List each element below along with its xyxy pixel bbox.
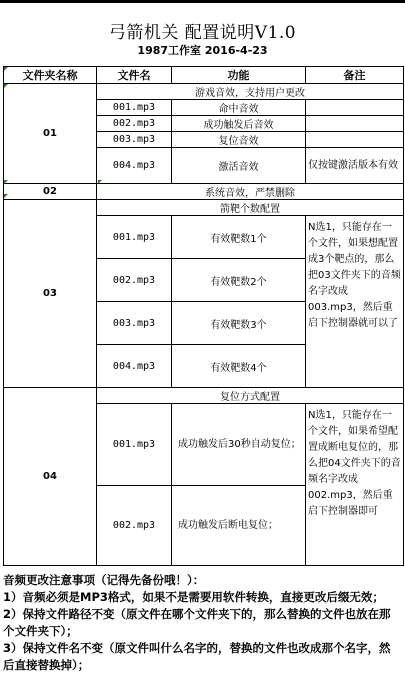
function-cell: 有效靶数1个 bbox=[172, 216, 306, 259]
file-cell: 004.mp3 bbox=[97, 148, 172, 184]
comment-marker-icon bbox=[98, 180, 102, 184]
comment-marker-icon bbox=[4, 194, 8, 198]
page-subtitle: 1987工作室 2016-4-23 bbox=[137, 44, 268, 57]
file-cell: 001.mp3 bbox=[97, 216, 172, 259]
file-cell: 003.mp3 bbox=[97, 132, 172, 148]
function-cell: 复位音效 bbox=[172, 132, 306, 148]
section-title-03: 箭靶个数配置 bbox=[97, 200, 404, 216]
col-header-file: 文件名 bbox=[97, 67, 172, 84]
note-cell bbox=[306, 100, 404, 116]
folder-cell-01: 01 bbox=[4, 84, 97, 184]
col-header-folder: 文件夹名称 bbox=[4, 67, 97, 84]
notes-item-3: 3）保持文件名不变（原文件叫什么名字的，替换的文件也改成那个名字，然后直接替换掉）； bbox=[3, 641, 391, 672]
section-title-04: 复位方式配置 bbox=[97, 388, 404, 404]
file-cell: 001.mp3 bbox=[97, 404, 172, 486]
file-cell: 002.mp3 bbox=[97, 486, 172, 566]
col-header-note: 备注 bbox=[306, 67, 404, 84]
table-row bbox=[4, 388, 404, 404]
comment-marker-icon bbox=[4, 180, 8, 184]
page-title: 弓箭机关 配置说明V1.0 bbox=[108, 23, 297, 43]
top-border bbox=[0, 0, 405, 3]
folder-cell-04: 04 bbox=[4, 388, 97, 566]
table-row bbox=[4, 184, 404, 200]
function-cell: 有效靶数4个 bbox=[172, 345, 306, 388]
note-cell-04: N选1，只能存在一个文件，如果希望配置成断电复位的，那么把04文件夹下的音频名字改成002.mp3，然后重启下控制器即可 bbox=[306, 404, 404, 566]
table-row bbox=[4, 200, 404, 216]
function-cell: 成功触发后音效 bbox=[172, 116, 306, 132]
function-cell: 有效靶数3个 bbox=[172, 302, 306, 345]
note-cell bbox=[306, 116, 404, 132]
file-cell: 002.mp3 bbox=[97, 116, 172, 132]
col-header-function: 功能 bbox=[172, 67, 306, 84]
file-cell: 004.mp3 bbox=[97, 345, 172, 388]
table-row bbox=[4, 84, 404, 100]
notes-item-1: 1）音频必须是MP3格式，如果不是需要用软件转换，直接更改后缀无效； bbox=[3, 590, 384, 604]
header-row bbox=[4, 67, 404, 84]
folder-cell-03: 03 bbox=[4, 200, 97, 388]
note-cell: 仅按键激活版本有效 bbox=[306, 148, 404, 184]
function-cell: 命中音效 bbox=[172, 100, 306, 116]
function-cell: 激活音效 bbox=[172, 148, 306, 184]
note-cell-03: N选1，只能存在一个文件，如果想配置成3个靶点的，那么把03文件夹下的音频名字改成003.mp3，然后重启下控制器就可以了 bbox=[306, 216, 404, 388]
section-title-01: 游戏音效，支持用户更改 bbox=[97, 84, 404, 100]
file-cell: 002.mp3 bbox=[97, 259, 172, 302]
section-title-02: 系统音效，严禁删除 bbox=[97, 184, 404, 200]
note-cell bbox=[306, 132, 404, 148]
function-cell: 成功触发后断电复位； bbox=[172, 486, 306, 566]
notes-heading: 音频更改注意事项（记得先备份哦！）： bbox=[3, 573, 205, 587]
file-cell: 003.mp3 bbox=[97, 302, 172, 345]
notes-section bbox=[3, 572, 401, 674]
config-table bbox=[3, 66, 404, 566]
function-cell: 有效靶数2个 bbox=[172, 259, 306, 302]
comment-marker-icon bbox=[4, 84, 8, 88]
comment-marker-icon bbox=[4, 67, 8, 71]
function-cell: 成功触发后30秒自动复位； bbox=[172, 404, 306, 486]
file-cell: 001.mp3 bbox=[97, 100, 172, 116]
folder-cell-02: 02 bbox=[4, 184, 97, 200]
notes-item-2: 2）保持文件路径不变（原文件在哪个文件夹下的，那么替换的文件也放在那个文件夹下）； bbox=[3, 607, 391, 638]
